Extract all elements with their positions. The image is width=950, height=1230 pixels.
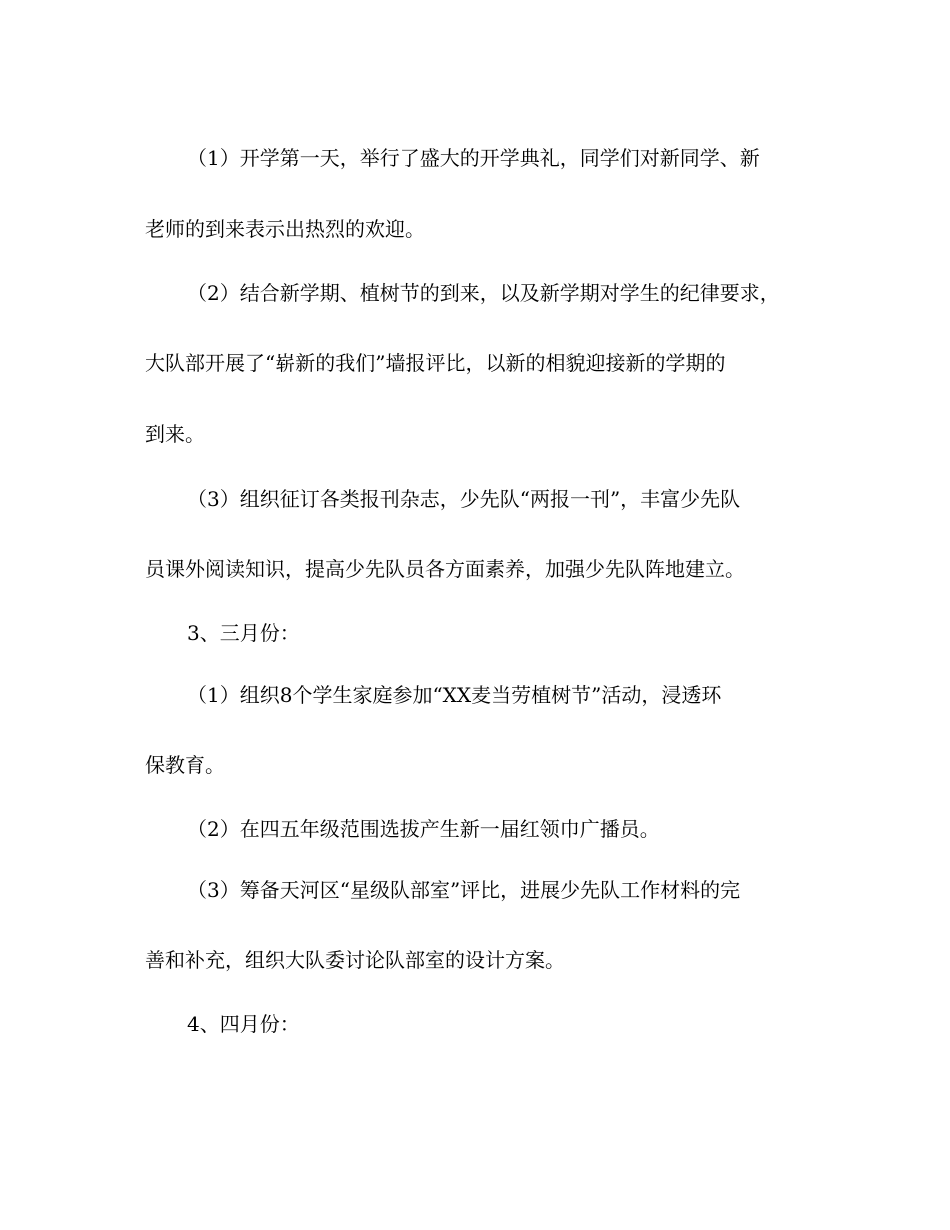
section-heading: 4、四月份： [187, 1012, 300, 1036]
text-line: 善和补充，组织大队委讨论队部室的设计方案。 [145, 948, 565, 972]
text-line: （3）筹备天河区“星级队部室”评比，进展少先队工作材料的完 [187, 878, 741, 902]
text-line: （1）开学第一天，举行了盛大的开学典礼，同学们对新同学、新 [187, 146, 760, 170]
section-heading: 3、三月份： [187, 621, 300, 645]
text-line: 员课外阅读知识，提高少先队员各方面素养，加强少先队阵地建立。 [145, 557, 745, 581]
text-line: 保教育。 [145, 753, 225, 777]
text-line: （2）在四五年级范围选拔产生新一届红领巾广播员。 [187, 817, 660, 841]
text-line: 到来。 [145, 422, 205, 446]
text-line: （3）组织征订各类报刊杂志，少先队“两报一刊”，丰富少先队 [187, 487, 741, 511]
text-line: 大队部开展了“崭新的我们”墙报评比，以新的相貌迎接新的学期的 [145, 351, 726, 375]
text-line: （1）组织8个学生家庭参加“XX麦当劳植树节”活动，浸透环 [187, 683, 722, 707]
text-line: 老师的到来表示出热烈的欢迎。 [145, 217, 425, 241]
text-line: （2）结合新学期、植树节的到来，以及新学期对学生的纪律要求， [187, 281, 780, 305]
